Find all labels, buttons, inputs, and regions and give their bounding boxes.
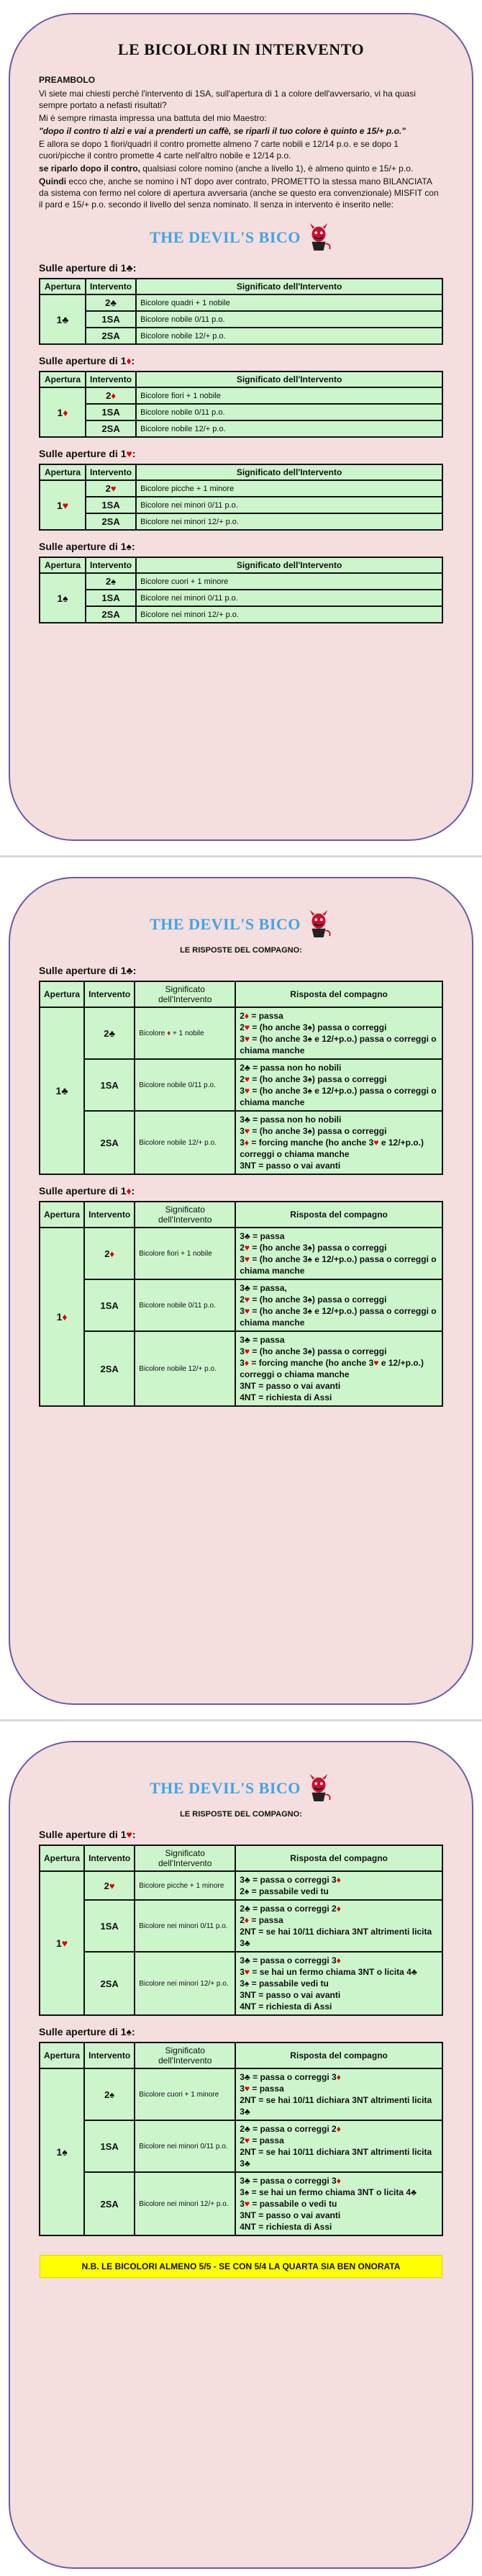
cell-significato: Bicolore picche + 1 minore (136, 480, 442, 497)
cell-intervento: 2SA (86, 513, 136, 530)
response-line: 2♣ = passa non ho nobili (240, 1063, 342, 1073)
table-header-row (40, 464, 442, 480)
table-row (40, 480, 442, 497)
response-line: 3♥ = passa (240, 2084, 284, 2094)
response-line: 3NT = passo o vai avanti (240, 2210, 341, 2220)
cell-significato: Bicolore nobile 0/11 p.o. (136, 404, 442, 420)
header-intervento: Intervento (84, 1202, 135, 1228)
cell-intervento: 2♣ (84, 1007, 135, 1059)
page-1 (9, 13, 473, 841)
logo-text: THE DEVIL'S BICO (150, 228, 301, 246)
header-intervento: Intervento (84, 1845, 135, 1871)
header-risposta: Risposta del compagno (235, 981, 442, 1007)
cell-significato: Bicolore cuori + 1 minore (135, 2068, 235, 2120)
header-intervento: Intervento (84, 981, 135, 1007)
intervention-table (39, 278, 443, 345)
cell-intervento: 2SA (84, 1331, 135, 1406)
section-label: Sulle aperture di 1♣: (39, 262, 137, 274)
preambolo-heading: PREAMBOLO (39, 75, 96, 85)
response-line: 4NT = richiesta di Assi (240, 2001, 332, 2012)
section-label: Sulle aperture di 1♠: (39, 2026, 135, 2037)
table-row (40, 2068, 442, 2120)
cell-apertura: 1♦ (40, 387, 86, 437)
page-separator (0, 855, 482, 857)
cell-significato: Bicolore nobile 0/11 p.o. (135, 1059, 235, 1111)
response-line: 3NT = passo o vai avanti (240, 1990, 341, 2000)
preambolo-rest-2: ecco che, anche se nomino i NT dopo aver contrato, PROMETTO la stessa mano BILANCIATA da sistema con fermo nel colore di apertura avversaria (anche se questo era convenzionale) MISFIT con il pard e 15/+ p.o. secondo il livello del senza nominato. Il senza in intervento è inserito nelle: (39, 176, 439, 210)
cell-apertura: 1♣ (40, 1007, 84, 1174)
cell-significato: Bicolore nei minori 0/11 p.o. (135, 2120, 235, 2172)
cell-risposta (235, 1228, 442, 1279)
cell-significato: Bicolore nobile 12/+ p.o. (136, 420, 442, 437)
cell-significato: Bicolore nei minori 12/+ p.o. (136, 513, 442, 530)
cell-significato: Bicolore fiori + 1 nobile (135, 1228, 235, 1279)
response-line: 2NT = se hai 10/11 dichiara 3NT altrimenti licita 3♣ (240, 1927, 432, 1948)
header-apertura: Apertura (40, 1202, 84, 1228)
response-line: 2♦ = passa (240, 1915, 283, 1925)
page-3 (9, 1741, 473, 2569)
response-line: 4NT = richiesta di Assi (240, 1392, 332, 1402)
intervention-table (39, 464, 443, 531)
response-line: 3♥ = (ho anche 3♠) passa o correggi (240, 1126, 387, 1136)
cell-intervento: 2♣ (86, 294, 136, 311)
table-header-row (40, 371, 442, 387)
cell-intervento: 1SA (84, 1900, 135, 1952)
cell-risposta (235, 1279, 442, 1331)
response-line: 2♥ = (ho anche 3♠) passa o correggi (240, 1022, 387, 1032)
cell-intervento: 1SA (86, 590, 136, 606)
header-significato: Significato dell'Intervento (136, 557, 442, 573)
table-row (40, 606, 442, 623)
cell-apertura: 1♠ (40, 573, 86, 623)
cell-significato: Bicolore ♦ + 1 nobile (135, 1007, 235, 1059)
cell-intervento: 2♦ (84, 1228, 135, 1279)
cell-intervento: 2♠ (84, 2068, 135, 2120)
response-line: 3♥ = (ho anche 3♠ e 12/+p.o.) passa o correggi o chiama manche (240, 1034, 437, 1055)
header-significato: Significato dell'Intervento (136, 279, 442, 294)
cell-intervento: 1SA (84, 2120, 135, 2172)
response-line: 3NT = passo o vai avanti (240, 1381, 341, 1391)
cell-intervento: 2♥ (86, 480, 136, 497)
cell-risposta (235, 2172, 442, 2235)
cell-significato: Bicolore nei minori 12/+ p.o. (135, 2172, 235, 2235)
cell-intervento: 2SA (84, 1952, 135, 2015)
header-risposta: Risposta del compagno (235, 1202, 442, 1228)
cell-risposta (235, 1871, 442, 1900)
header-apertura: Apertura (40, 1845, 84, 1871)
response-line: 3♣ = passa (240, 1231, 285, 1241)
header-significato: Significato dell'Intervento (135, 2043, 235, 2068)
table-row (40, 1900, 442, 1952)
cell-risposta (235, 1331, 442, 1406)
header-apertura: Apertura (40, 2043, 84, 2068)
cell-apertura: 1♥ (40, 1871, 84, 2015)
table-row (40, 1228, 442, 1279)
preambolo-line-4 (39, 163, 443, 174)
response-line: 2NT = se hai 10/11 dichiara 3NT altrimenti licita 3♣ (240, 2147, 432, 2169)
cell-significato: Bicolore nei minori 0/11 p.o. (136, 590, 442, 606)
table-row (40, 1871, 442, 1900)
response-line: 3♣ = passa o correggi 3♦ (240, 2176, 341, 2186)
preambolo-line-5 (39, 176, 443, 210)
cell-intervento: 1SA (86, 497, 136, 513)
response-line: 3♣ = passa non ho nobili (240, 1114, 342, 1125)
response-line: 3♣ = passa (240, 1335, 285, 1345)
response-line: 3NT = passo o vai avanti (240, 1161, 341, 1171)
response-line: 2♠ = passabile vedi tu (240, 1886, 329, 1896)
response-line: 2NT = se hai 10/11 dichiara 3NT altrimenti licita 3♣ (240, 2095, 432, 2117)
response-line: 3♠ = passabile vedi tu (240, 1978, 329, 1989)
response-line: 3♦ = forcing manche (ho anche 3♥ e 12/+p.o.) correggi o chiama manche (240, 1358, 424, 1379)
response-line: 3♣ = passa o correggi 3♦ (240, 2072, 341, 2082)
table-row (40, 294, 442, 311)
response-table (39, 981, 443, 1175)
cell-apertura: 1♦ (40, 1228, 84, 1406)
table-row (40, 1059, 442, 1111)
cell-significato: Bicolore quadri + 1 nobile (136, 294, 442, 311)
cell-intervento: 2SA (86, 420, 136, 437)
section-label: Sulle aperture di 1♦: (39, 1185, 135, 1197)
cell-risposta (235, 1900, 442, 1952)
page-title: LE BICOLORI IN INTERVENTO (117, 40, 365, 58)
cell-risposta (235, 2120, 442, 2172)
table-row (40, 420, 442, 437)
cell-intervento: 2SA (84, 1111, 135, 1174)
table-header-row (40, 2043, 442, 2068)
devils-bico-logo (39, 223, 443, 252)
header-intervento: Intervento (84, 2043, 135, 2068)
response-table (39, 2042, 443, 2236)
table-row (40, 590, 442, 606)
cell-intervento: 2SA (84, 2172, 135, 2235)
table-row (40, 573, 442, 590)
cell-significato: Bicolore nei minori 12/+ p.o. (136, 606, 442, 623)
header-apertura: Apertura (40, 279, 86, 294)
devil-icon (305, 910, 332, 939)
header-intervento: Intervento (86, 557, 136, 573)
table-row (40, 1007, 442, 1059)
table-row (40, 404, 442, 420)
table-row (40, 1279, 442, 1331)
response-line: 4NT = richiesta di Assi (240, 2222, 332, 2232)
cell-risposta (235, 1059, 442, 1111)
cell-significato: Bicolore picche + 1 minore (135, 1871, 235, 1900)
header-significato: Significato dell'Intervento (135, 981, 235, 1007)
response-line: 3♣ = passa o correggi 3♦ (240, 1875, 341, 1885)
response-line: 3♥ = (ho anche 3♠ e 12/+p.o.) passa o correggi o chiama manche (240, 1254, 437, 1276)
cell-significato: Bicolore cuori + 1 minore (136, 573, 442, 590)
cell-significato: Bicolore nobile 0/11 p.o. (136, 311, 442, 328)
preambolo-bold-2: Quindi (39, 176, 67, 186)
response-line: 2♥ = passa (240, 2135, 284, 2145)
devil-icon (305, 223, 332, 252)
response-line: 3♦ = forcing manche (ho anche 3♥ e 12/+p.o.) correggi o chiama manche (240, 1138, 424, 1159)
section-label: Sulle aperture di 1♣: (39, 965, 137, 976)
response-line: 3♥ = (ho anche 3♠ e 12/+p.o.) passa o correggi o chiama manche (240, 1086, 437, 1107)
cell-significato: Bicolore nei minori 0/11 p.o. (136, 497, 442, 513)
response-line: 2♣ = passa o correggi 2♦ (240, 2124, 341, 2134)
footnote: N.B. LE BICOLORI ALMENO 5/5 - SE CON 5/4 LA QUARTA SIA BEN ONORATA (40, 2255, 442, 2278)
table-header-row (40, 981, 442, 1007)
table-row (40, 2120, 442, 2172)
cell-significato: Bicolore fiori + 1 nobile (136, 387, 442, 404)
response-line: 2♥ = (ho anche 3♠) passa o correggi (240, 1074, 387, 1084)
header-apertura: Apertura (40, 371, 86, 387)
header-risposta: Risposta del compagno (235, 2043, 442, 2068)
header-risposta: Risposta del compagno (235, 1845, 442, 1871)
table-header-row (40, 279, 442, 294)
intervention-table (39, 557, 443, 623)
response-line: 2♦ = passa (240, 1011, 283, 1021)
table-row (40, 1952, 442, 2015)
table-row (40, 1111, 442, 1174)
cell-intervento: 1SA (84, 1279, 135, 1331)
cell-apertura: 1♣ (40, 294, 86, 344)
cell-risposta (235, 2068, 442, 2120)
cell-intervento: 2SA (86, 328, 136, 344)
header-significato: Significato dell'Intervento (136, 371, 442, 387)
cell-significato: Bicolore nei minori 0/11 p.o. (135, 1900, 235, 1952)
response-line: 3♣ = passa, (240, 1283, 287, 1293)
response-line: 2♣ = passa o correggi 2♦ (240, 1904, 341, 1914)
cell-intervento: 2♠ (86, 573, 136, 590)
cell-apertura: 1♥ (40, 480, 86, 530)
header-significato: Significato dell'Intervento (135, 1202, 235, 1228)
cell-intervento: 2♦ (86, 387, 136, 404)
cell-significato: Bicolore nobile 12/+ p.o. (136, 328, 442, 344)
response-line: 3♥ = passabile o vedi tu (240, 2199, 337, 2209)
table-header-row (40, 1202, 442, 1228)
response-line: 2♥ = (ho anche 3♠) passa o correggi (240, 1294, 387, 1305)
cell-intervento: 2SA (86, 606, 136, 623)
header-significato: Significato dell'Intervento (135, 1845, 235, 1871)
response-line: 3♥ = (ho anche 3♠) passa o correggi (240, 1346, 387, 1356)
preambolo-bold-1: se riparlo dopo il contro, (39, 163, 140, 174)
table-header-row (40, 557, 442, 573)
header-intervento: Intervento (86, 279, 136, 294)
header-significato: Significato dell'Intervento (136, 464, 442, 480)
section-label: Sulle aperture di 1♥: (39, 1829, 136, 1840)
response-line: 3♠ = se hai un fermo chiama 3NT o licita 4♣ (240, 2187, 417, 2197)
table-row (40, 2172, 442, 2235)
cell-intervento: 1SA (84, 1059, 135, 1111)
preambolo-line-1: Vi siete mai chiesti perché l'intervento di 1SA, sull'apertura di 1 a colore dell'avversario, vi ha quasi sempre portato a nefasti risultati? (39, 89, 416, 110)
devils-bico-logo (39, 910, 443, 939)
cell-intervento: 1SA (86, 311, 136, 328)
table-row (40, 513, 442, 530)
preambolo-line-2: Mi è sempre rimasta impressa una battuta del mio Maestro: (39, 113, 267, 123)
page-separator (0, 1719, 482, 1721)
logo-text: THE DEVIL'S BICO (150, 915, 301, 933)
header-intervento: Intervento (86, 371, 136, 387)
response-line: 3♣ = passa o correggi 3♦ (240, 1955, 341, 1965)
cell-risposta (235, 1007, 442, 1059)
header-intervento: Intervento (86, 464, 136, 480)
cell-apertura: 1♠ (40, 2068, 84, 2235)
response-line: 3♥ = se hai un fermo chiama 3NT o licita 4♣ (240, 1967, 417, 1977)
table-row (40, 328, 442, 344)
header-apertura: Apertura (40, 464, 86, 480)
table-header-row (40, 1845, 442, 1871)
cell-intervento: 1SA (86, 404, 136, 420)
preambolo-line-3: E allora se dopo 1 fiori/quadri il contro promette almeno 7 carte nobili e 12/14 p.o. e se dopo 1 cuori/picche il contro promette 4 carte nell'altro nobile e 12/14 p.o. (39, 139, 399, 161)
table-row (40, 497, 442, 513)
subheading: LE RISPOSTE DEL COMPAGNO: (180, 1810, 302, 1819)
section-label: Sulle aperture di 1♥: (39, 448, 136, 459)
section-label: Sulle aperture di 1♦: (39, 355, 135, 366)
cell-significato: Bicolore nobile 0/11 p.o. (135, 1279, 235, 1331)
section-label: Sulle aperture di 1♠: (39, 541, 135, 552)
cell-risposta (235, 1952, 442, 2015)
response-table (39, 1201, 443, 1407)
response-table (39, 1845, 443, 2016)
cell-significato: Bicolore nobile 12/+ p.o. (135, 1111, 235, 1174)
header-apertura: Apertura (40, 981, 84, 1007)
devils-bico-logo (39, 1774, 443, 1803)
cell-risposta (235, 1111, 442, 1174)
table-row (40, 311, 442, 328)
cell-intervento: 2♥ (84, 1871, 135, 1900)
table-row (40, 387, 442, 404)
page-2 (9, 877, 473, 1705)
table-row (40, 1331, 442, 1406)
subheading: LE RISPOSTE DEL COMPAGNO: (180, 946, 302, 955)
preambolo-quote: "dopo il contro ti alzi e vai a prenderti un caffè, se riparli il tuo colore è quinto e 15/+ p.o." (39, 126, 406, 136)
response-line: 2♥ = (ho anche 3♠) passa o correggi (240, 1243, 387, 1253)
cell-significato: Bicolore nobile 12/+ p.o. (135, 1331, 235, 1406)
logo-text: THE DEVIL'S BICO (150, 1779, 301, 1797)
cell-significato: Bicolore nei minori 12/+ p.o. (135, 1952, 235, 2015)
intervention-table (39, 371, 443, 438)
devil-icon (305, 1774, 332, 1803)
response-line: 3♥ = (ho anche 3♠ e 12/+p.o.) passa o correggi o chiama manche (240, 1306, 437, 1328)
header-apertura: Apertura (40, 557, 86, 573)
preambolo-rest-1: qualsiasi colore nomino (anche a livello 1), è almeno quinto e 15/+ p.o. (142, 163, 414, 174)
